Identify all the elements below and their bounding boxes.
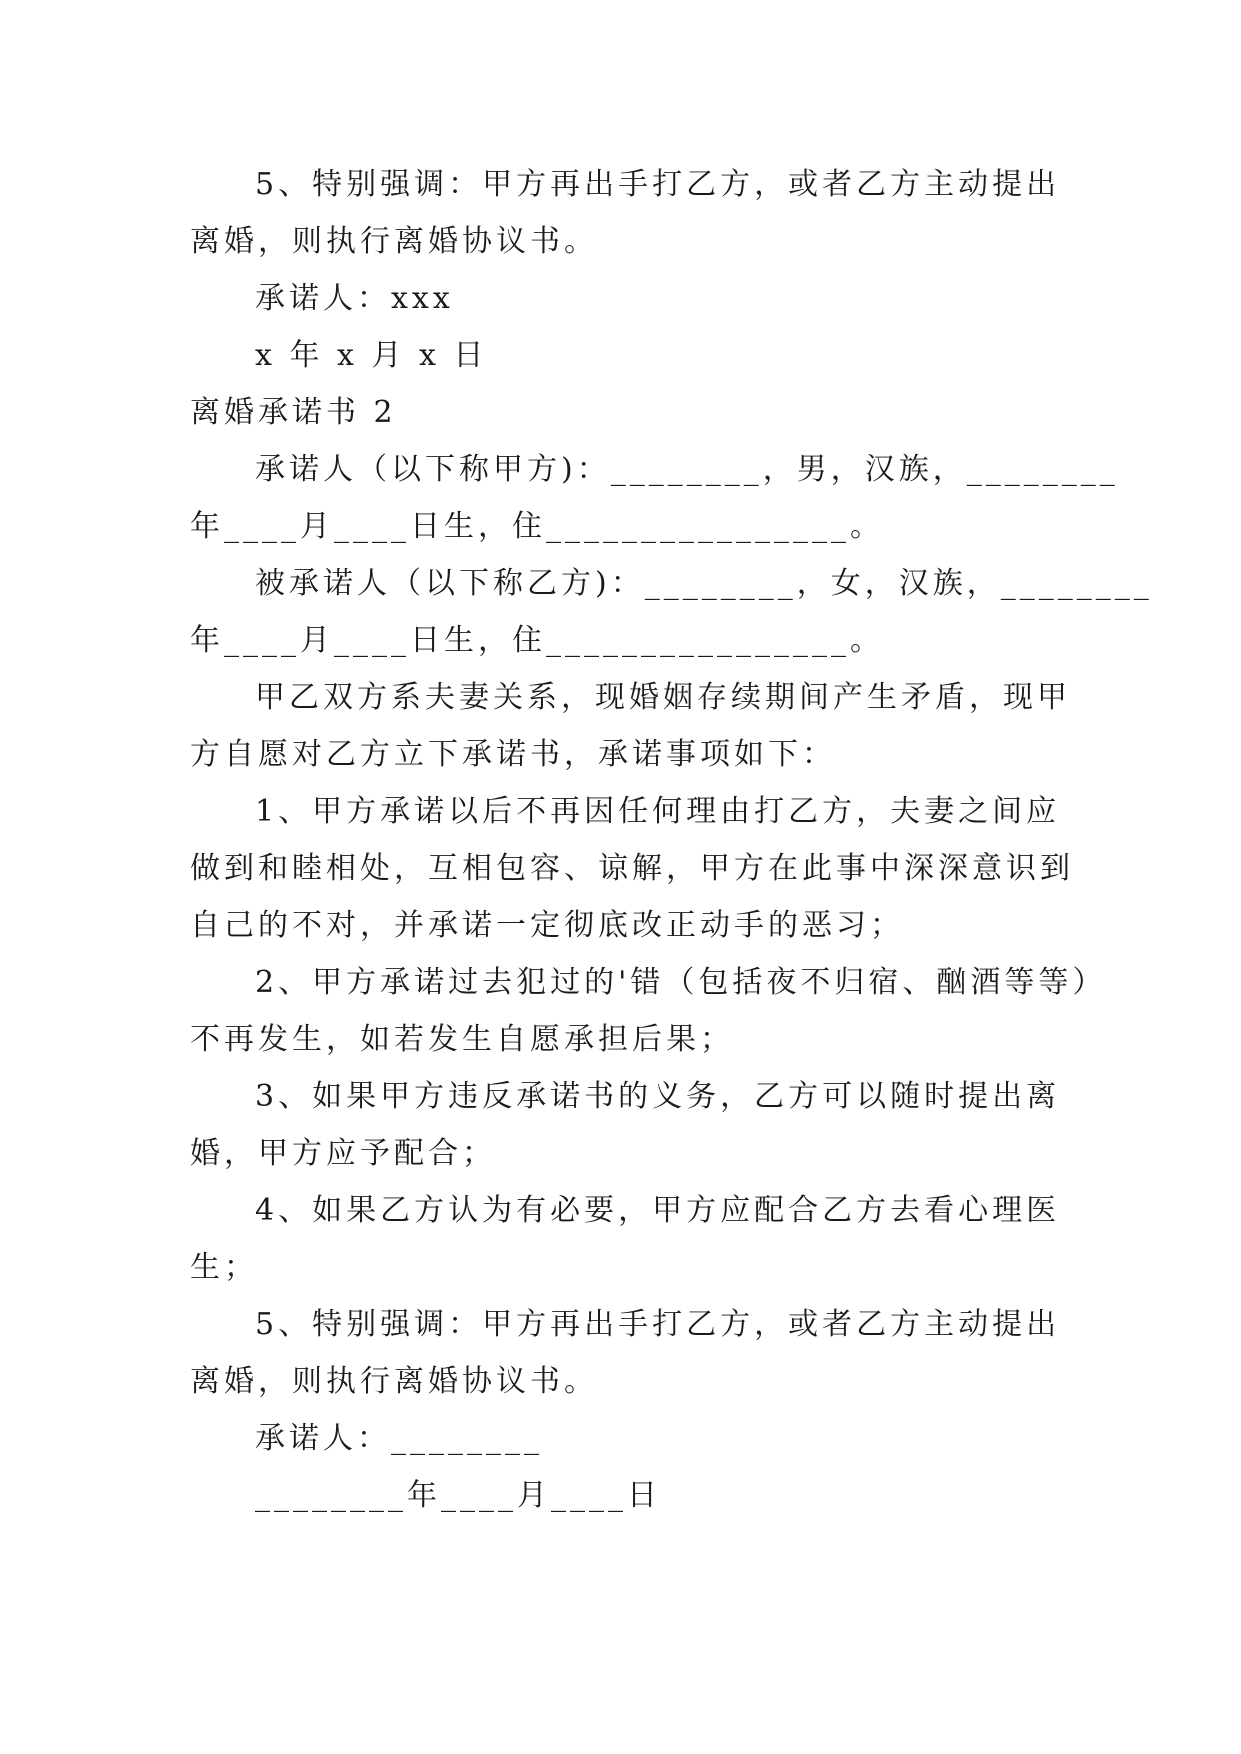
clause-1-line-1: 1、甲方承诺以后不再因任何理由打乙方，夫妻之间应 [255, 794, 1061, 829]
clause-3-line-1: 3、如果甲方违反承诺书的义务，乙方可以随时提出离 [255, 1079, 1061, 1114]
clause-5b-line-2: 离婚，则执行离婚协议书。 [190, 1364, 598, 1399]
clause-4-line-1: 4、如果乙方认为有必要，甲方应配合乙方去看心理医 [255, 1193, 1061, 1228]
clause-5-line-2: 离婚，则执行离婚协议书。 [190, 224, 598, 259]
clause-3-line-2: 婚，甲方应予配合； [190, 1136, 496, 1171]
signer-line: 承诺人：xxx [255, 281, 454, 316]
party-a-line-2: 年____月____日生，住________________。 [190, 509, 884, 544]
signer-blank-line: 承诺人：________ [255, 1421, 543, 1456]
clause-1-line-3: 自己的不对，并承诺一定彻底改正动手的恶习； [190, 908, 904, 943]
clause-2-line-1: 2、甲方承诺过去犯过的'错（包括夜不归宿、酗酒等等） [255, 965, 1107, 1000]
clause-4-line-2: 生； [190, 1250, 258, 1285]
clause-5-line-1: 5、特别强调：甲方再出手打乙方，或者乙方主动提出 [255, 167, 1061, 202]
preamble-line-2: 方自愿对乙方立下承诺书，承诺事项如下： [190, 737, 836, 772]
clause-1-line-2: 做到和睦相处，互相包容、谅解，甲方在此事中深深意识到 [190, 851, 1074, 886]
date-blank-line: ________年____月____日 [255, 1478, 661, 1513]
party-b-line-2: 年____月____日生，住________________。 [190, 623, 884, 658]
clause-2-line-2: 不再发生，如若发生自愿承担后果； [190, 1022, 734, 1057]
section-title: 离婚承诺书 2 [190, 395, 397, 430]
party-a-line-1: 承诺人（以下称甲方)：________，男，汉族，________ [255, 452, 1119, 487]
party-b-line-1: 被承诺人（以下称乙方)：________，女，汉族，________ [255, 566, 1153, 601]
clause-5b-line-1: 5、特别强调：甲方再出手打乙方，或者乙方主动提出 [255, 1307, 1061, 1342]
date-line: x 年 x 月 x 日 [255, 338, 488, 373]
preamble-line-1: 甲乙双方系夫妻关系，现婚姻存续期间产生矛盾，现甲 [255, 680, 1071, 715]
